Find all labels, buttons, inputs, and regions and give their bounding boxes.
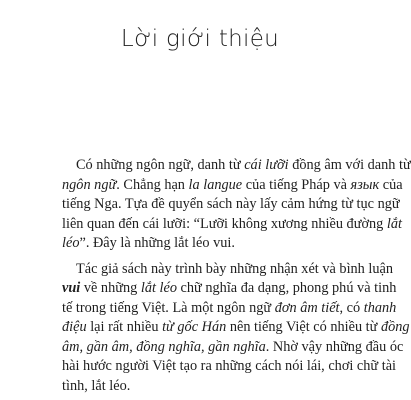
paragraph-1-line xyxy=(62,176,403,196)
text-run: đồng âm với danh từ xyxy=(288,157,411,173)
paragraph-2-line xyxy=(62,357,400,377)
page-title: Lời giới thiệu xyxy=(120,26,280,52)
emphasized-text: âm, gần âm, đồng nghĩa, gần nghĩa xyxy=(62,338,266,355)
text-run: của xyxy=(379,176,403,193)
emphasized-text: язык xyxy=(350,176,380,193)
text-run: Có những ngôn ngữ, danh từ xyxy=(76,157,245,173)
paragraph-2-line xyxy=(62,318,410,338)
text-run: ”. Đây là những lắt léo vui. xyxy=(79,235,235,251)
emphasized-text: cái lưỡi xyxy=(244,157,289,173)
text-run: hài hước người Việt tạo ra những cách nói lái, chơi chữ tài xyxy=(62,358,397,374)
paragraph-1-line xyxy=(62,195,400,215)
text-run: . Chẳng hạn xyxy=(116,176,189,193)
emphasized-text: la langue xyxy=(188,176,243,193)
text-run: tiếng Nga. Tựa đề quyển sách này lấy cảm hứng từ tục ngữ xyxy=(62,196,400,212)
emphasized-text: lắt léo xyxy=(140,280,177,296)
text-run: lại rất nhiều xyxy=(86,319,163,335)
text-run: Tác giả sách này trình bày những nhận xét và bình luận xyxy=(76,260,394,277)
paragraph-2-line xyxy=(62,299,400,319)
paragraph-1-line xyxy=(62,215,400,235)
paragraph-1-line xyxy=(62,156,411,176)
text-run: tình, lắt léo. xyxy=(62,377,131,394)
paragraph-2-line xyxy=(62,260,400,280)
text-run: . Nhờ vậy những đầu óc xyxy=(265,338,404,355)
paragraph-1-line xyxy=(62,234,400,254)
paragraph-2-line xyxy=(62,377,400,397)
text-run: nên tiếng Việt có nhiều từ xyxy=(226,319,381,335)
introduction-text xyxy=(62,156,411,396)
text-run: tế trong tiếng Việt. Là một ngôn ngữ xyxy=(62,299,275,316)
emphasized-text: lắt xyxy=(386,215,402,232)
text-run: chữ nghĩa đa dạng, phong phú và tinh xyxy=(176,280,397,296)
emphasized-text: đơn âm tiết xyxy=(274,299,340,316)
text-run: , có xyxy=(339,299,364,316)
emphasized-text: thanh xyxy=(363,299,397,316)
paragraph-2-line xyxy=(62,338,404,358)
text-run: của tiếng Pháp và xyxy=(242,176,351,193)
paragraph-2-line xyxy=(62,279,400,299)
emphasized-text: từ gốc Hán xyxy=(162,319,227,335)
emphasized-text: vui xyxy=(62,280,81,296)
text-run: liên quan đến cái lưỡi: “Lưỡi không xương nhiều đường xyxy=(62,215,387,232)
emphasized-text: léo xyxy=(62,235,80,251)
text-run: về những xyxy=(80,280,141,296)
emphasized-text: ngôn ngữ xyxy=(62,176,117,193)
emphasized-text: điệu xyxy=(62,319,87,335)
emphasized-text: đồng xyxy=(380,319,410,335)
